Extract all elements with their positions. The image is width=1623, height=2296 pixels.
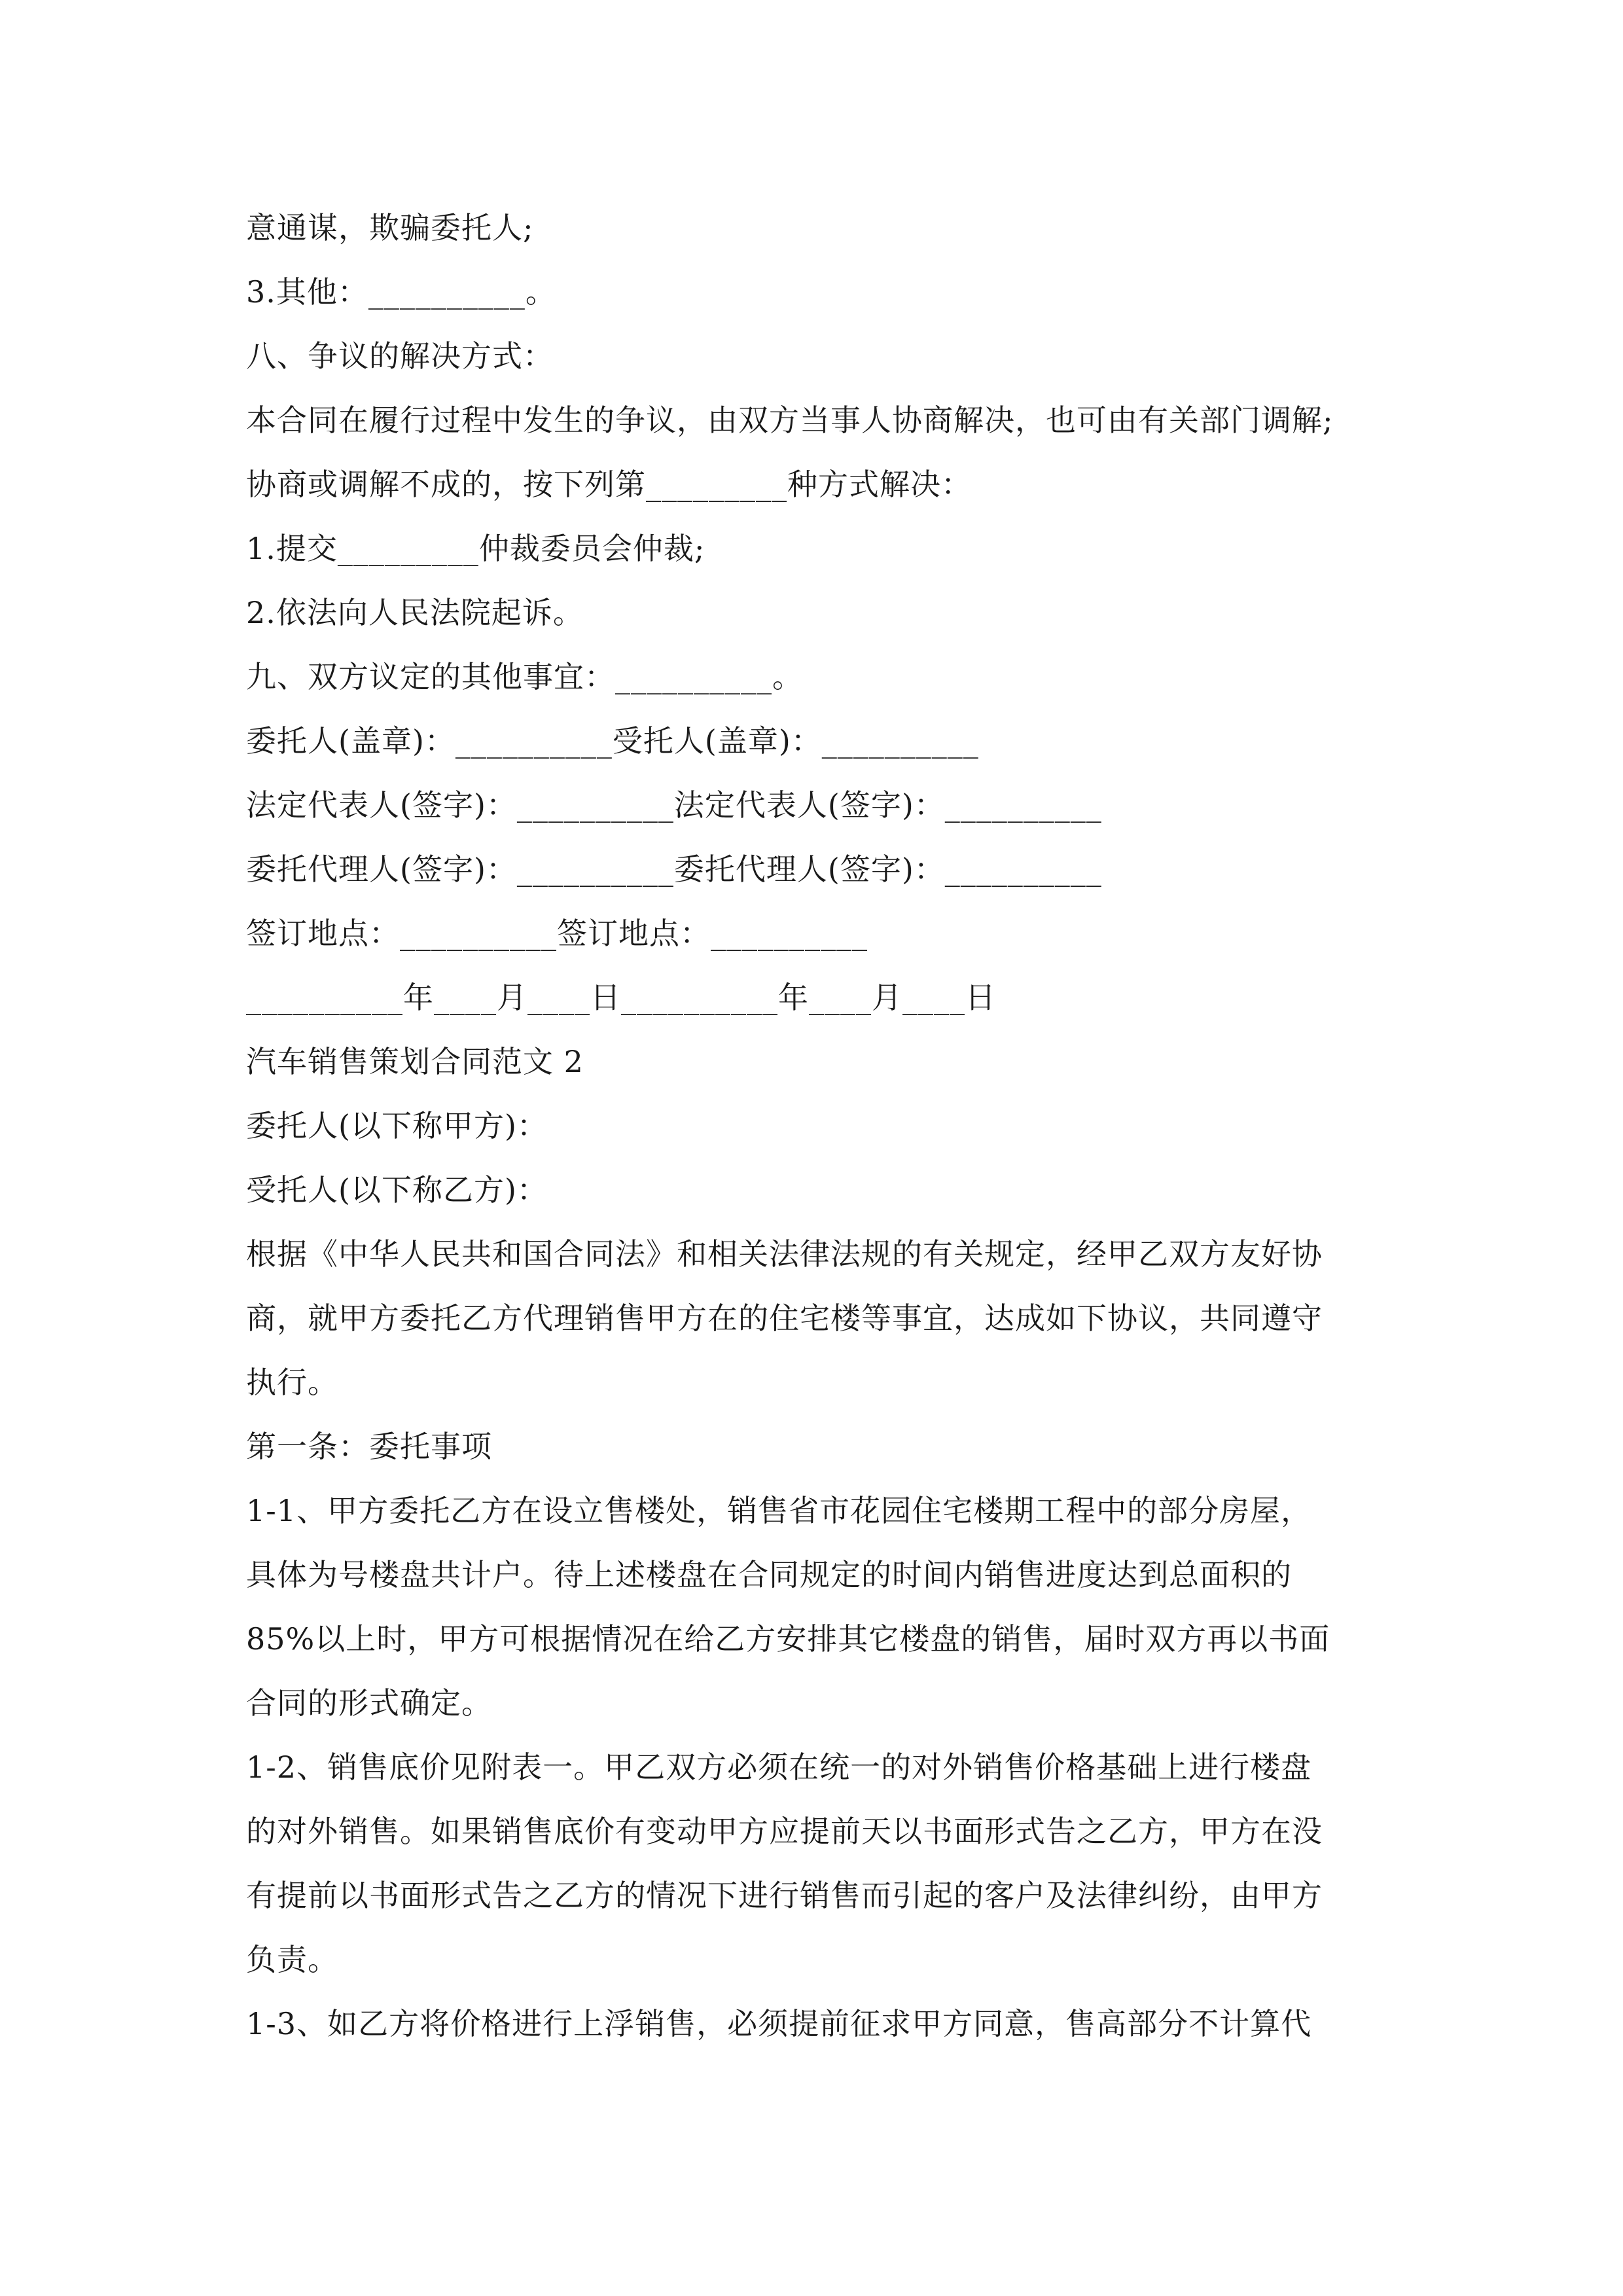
text-line: 1-3、如乙方将价格进行上浮销售，必须提前征求甲方同意，售高部分不计算代: [246, 2006, 1312, 2041]
text-line: 85%以上时，甲方可根据情况在给乙方安排其它楼盘的销售，届时双方再以书面: [246, 1621, 1330, 1657]
signature-line: 委托人(盖章)：__________受托人(盖章)：__________: [246, 723, 979, 759]
text-line: 执行。: [246, 1365, 338, 1400]
text-line: 负责。: [246, 1942, 338, 1977]
text-line: 1-2、销售底价见附表一。甲乙双方必须在统一的对外销售价格基础上进行楼盘: [246, 1749, 1312, 1785]
text-line: 根据《中华人民共和国合同法》和相关法律法规的有关规定，经甲乙双方友好协: [246, 1236, 1323, 1272]
text-line: 委托人(以下称甲方)：: [246, 1108, 548, 1143]
signature-line: 委托代理人(签字)：__________委托代理人(签字)：__________: [246, 852, 1102, 887]
date-line: __________年____月____日__________年____月____日: [246, 980, 996, 1015]
text-line: 意通谋，欺骗委托人;: [246, 210, 534, 245]
signature-line: 法定代表人(签字)：__________法定代表人(签字)：__________: [246, 787, 1102, 823]
document-title: 汽车销售策划合同范文 2: [246, 1044, 584, 1079]
signature-line: 签订地点：__________签订地点：__________: [246, 916, 868, 951]
text-line: 商，就甲方委托乙方代理销售甲方在的住宅楼等事宜，达成如下协议，共同遵守: [246, 1300, 1323, 1336]
text-line: 合同的形式确定。: [246, 1685, 492, 1721]
text-line: 3.其他：__________。: [246, 274, 556, 310]
section-heading: 八、争议的解决方式：: [246, 338, 554, 374]
text-line: 有提前以书面形式告之乙方的情况下进行销售而引起的客户及法律纠纷，由甲方: [246, 1878, 1323, 1913]
section-heading: 第一条：委托事项: [246, 1429, 492, 1464]
text-line: 受托人(以下称乙方)：: [246, 1172, 548, 1208]
text-line: 本合同在履行过程中发生的争议，由双方当事人协商解决，也可由有关部门调解;: [246, 403, 1334, 438]
text-line: 具体为号楼盘共计户。待上述楼盘在合同规定的时间内销售进度达到总面积的: [246, 1557, 1292, 1592]
text-line: 的对外销售。如果销售底价有变动甲方应提前天以书面形式告之乙方，甲方在没: [246, 1814, 1323, 1849]
text-line: 2.依法向人民法院起诉。: [246, 595, 584, 630]
text-line: 1-1、甲方委托乙方在设立售楼处，销售省市花园住宅楼期工程中的部分房屋，: [246, 1493, 1312, 1528]
text-line: 1.提交_________仲裁委员会仲裁;: [246, 531, 705, 566]
section-heading: 九、双方议定的其他事宜：__________。: [246, 659, 803, 694]
text-line: 协商或调解不成的，按下列第_________种方式解决：: [246, 467, 972, 502]
